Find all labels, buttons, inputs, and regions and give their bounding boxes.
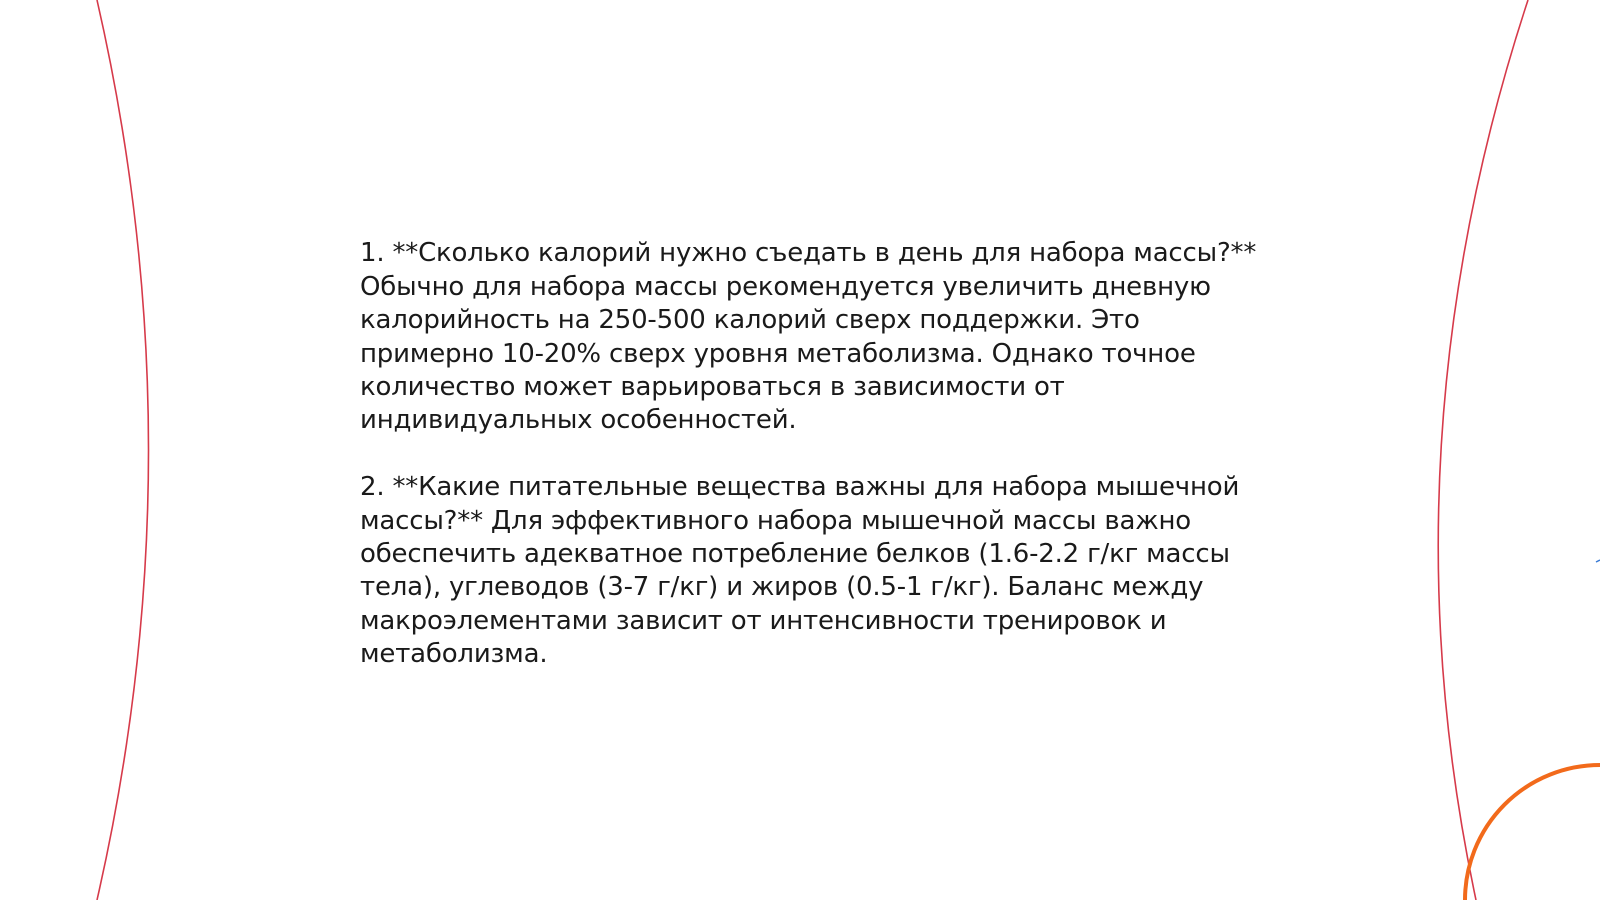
blue-tick-mark [1596, 560, 1600, 562]
orange-arc [1465, 765, 1600, 900]
right-curve-line [1438, 0, 1528, 900]
paragraph-calories: 1. **Сколько калорий нужно съедать в день для набора массы?** Обычно для набора массы рекомендуется увеличить дневную калорийность на 250-500 калорий сверх поддержки. Это примерно 10-20% сверх уровня метаболизма. Однако точное количество может варьироваться в зависимости от индивидуальных особенностей. [360, 238, 1257, 436]
paragraph-nutrients: 2. **Какие питательные вещества важны для набора мышечной массы?** Для эффективного набора мышечной массы важно обеспечить адекватное потребление белков (1.6-2.2 г/кг массы тела), углеводов (3-7 г/кг) и жиров (0.5-1 г/кг). Баланс между макроэлементами зависит от интенсивности тренировок и метаболизма. [360, 472, 1240, 670]
left-curve-line [97, 0, 149, 900]
slide-body-text [360, 204, 1260, 705]
